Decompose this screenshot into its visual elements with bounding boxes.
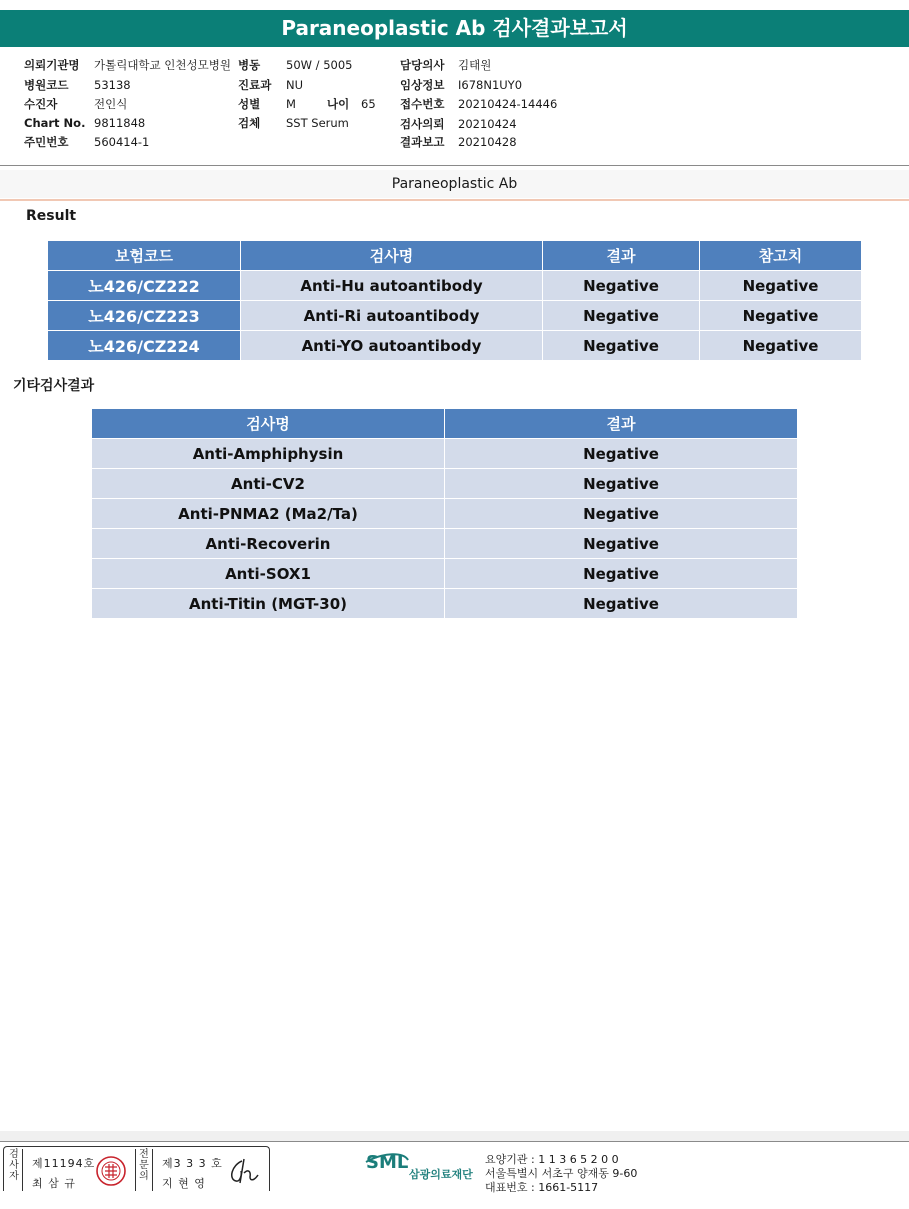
column-header-result: 결과	[543, 241, 700, 271]
test-name-cell: Anti-Hu autoantibody	[241, 271, 543, 301]
table-header-row	[48, 241, 862, 271]
test-name-cell: Anti-SOX1	[92, 559, 445, 589]
table-row	[92, 589, 798, 619]
result-cell: Negative	[543, 301, 700, 331]
table-row	[92, 499, 798, 529]
address: 서울특별시 서초구 양재동 9-60	[485, 1167, 638, 1180]
column-header-test-name: 검사명	[241, 241, 543, 271]
field-resident-no: 주민번호 560414-1	[24, 135, 150, 149]
contact-info	[485, 1153, 637, 1195]
column-header-result: 결과	[445, 409, 798, 439]
phone: 대표번호 : 1661-5117	[485, 1181, 599, 1194]
patient-info	[0, 53, 909, 165]
table-row	[48, 271, 862, 301]
seal-icon	[95, 1155, 127, 1187]
field-department: 진료과 NU	[238, 78, 304, 92]
field-chart-no: Chart No. 9811848	[24, 116, 146, 130]
table-row	[48, 331, 862, 361]
test-name-cell: Anti-YO autoantibody	[241, 331, 543, 361]
field-institution: 의뢰기관명 가톨릭대학교 인천성모병원	[24, 58, 231, 72]
field-hospital-code: 병원코드 53138	[24, 78, 131, 92]
field-patient: 수진자 전인식	[24, 97, 128, 111]
field-age: 나이 65	[327, 97, 376, 111]
specialist-label: 전문의	[135, 1149, 153, 1191]
result-cell: Negative	[543, 271, 700, 301]
column-header-reference: 참고치	[700, 241, 862, 271]
test-name-cell: Anti-PNMA2 (Ma2/Ta)	[92, 499, 445, 529]
column-header-insurance-code: 보험코드	[48, 241, 241, 271]
result-cell: Negative	[445, 559, 798, 589]
insurance-code-cell: 노426/CZ222	[48, 271, 241, 301]
result-cell: Negative	[445, 469, 798, 499]
result-label: Result	[26, 208, 77, 224]
section-title: Paraneoplastic Ab	[0, 170, 909, 198]
insurance-code-cell: 노426/CZ224	[48, 331, 241, 361]
table-row	[92, 559, 798, 589]
test-name-cell: Anti-Recoverin	[92, 529, 445, 559]
table-row	[92, 529, 798, 559]
table-row	[92, 469, 798, 499]
examiner-number: 제11194호	[32, 1157, 96, 1170]
table-row	[92, 439, 798, 469]
other-results-label: 기타검사결과	[13, 378, 95, 394]
reference-cell: Negative	[700, 271, 862, 301]
care-number: 요양기관 : 1 1 3 6 5 2 0 0	[485, 1153, 619, 1166]
sml-logo-text: SML	[366, 1152, 409, 1173]
footer-divider	[0, 1141, 909, 1142]
field-clinical-info: 임상정보 I678N1UY0	[400, 78, 523, 92]
signature-box	[3, 1146, 270, 1191]
field-receipt-no: 접수번호 20210424-14446	[400, 97, 558, 111]
result-cell: Negative	[543, 331, 700, 361]
column-header-test-name: 검사명	[92, 409, 445, 439]
result-cell: Negative	[445, 589, 798, 619]
footer-band	[0, 1131, 909, 1141]
insurance-code-cell: 노426/CZ223	[48, 301, 241, 331]
test-name-cell: Anti-Titin (MGT-30)	[92, 589, 445, 619]
report-title: Paraneoplastic Ab 검사결과보고서	[0, 10, 909, 47]
section-divider	[0, 199, 909, 201]
field-specimen: 검체 SST Serum	[238, 116, 349, 130]
table-header-row	[92, 409, 798, 439]
organization-name: 삼광의료재단	[409, 1168, 473, 1181]
specialist-name: 지 현 영	[162, 1177, 206, 1190]
specialist-number: 제3 3 3 호	[162, 1157, 223, 1170]
signature-icon	[224, 1155, 264, 1187]
field-sex: 성별 M	[238, 97, 296, 111]
examiner-name: 최 삼 규	[32, 1177, 76, 1190]
other-results-table	[91, 408, 798, 619]
test-name-cell: Anti-Amphiphysin	[92, 439, 445, 469]
result-cell: Negative	[445, 499, 798, 529]
field-doctor: 담당의사 김태원	[400, 58, 492, 72]
field-request-date: 검사의뢰 20210424	[400, 117, 517, 131]
examiner-label: 검사자	[6, 1149, 23, 1191]
test-name-cell: Anti-Ri autoantibody	[241, 301, 543, 331]
result-cell: Negative	[445, 439, 798, 469]
table-row	[48, 301, 862, 331]
field-report-date: 결과보고 20210428	[400, 135, 517, 149]
test-name-cell: Anti-CV2	[92, 469, 445, 499]
field-ward: 병동 50W / 5005	[238, 58, 353, 72]
result-table	[47, 240, 862, 361]
reference-cell: Negative	[700, 331, 862, 361]
reference-cell: Negative	[700, 301, 862, 331]
divider	[0, 165, 909, 166]
result-cell: Negative	[445, 529, 798, 559]
